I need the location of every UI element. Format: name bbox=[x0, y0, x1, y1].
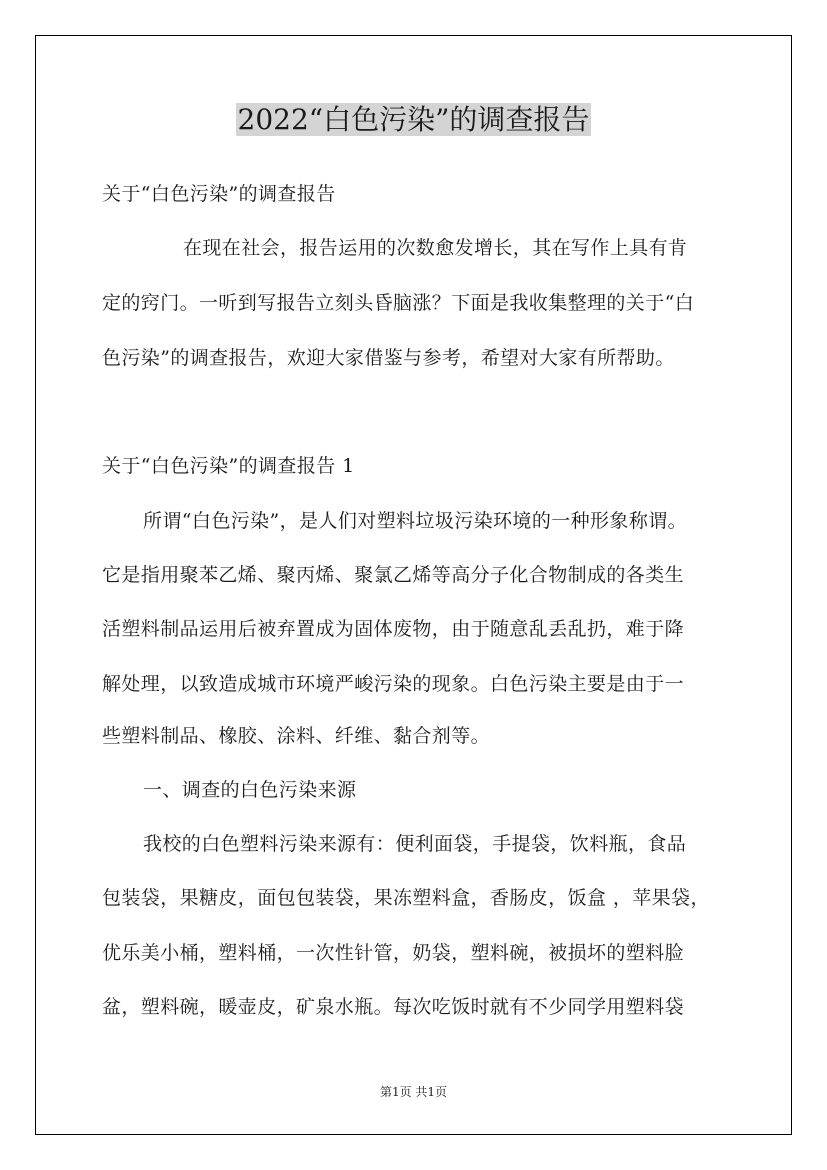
body-paragraph-line: 优乐美小桶，塑料桶，一次性针管，奶袋，塑料碗，被损坏的塑料脸 bbox=[102, 942, 685, 964]
intro-paragraph-line: 在现在社会，报告运用的次数愈发增长，其在写作上具有肯 bbox=[183, 237, 688, 259]
body-paragraph-line: 盆，塑料碗，暖壶皮，矿泉水瓶。每次吃饭时就有不少同学用塑料袋 bbox=[102, 996, 685, 1018]
intro-paragraph-line: 色污染”的调查报告，欢迎大家借鉴与参考，希望对大家有所帮助。 bbox=[102, 347, 675, 369]
body-paragraph-line: 它是指用聚苯乙烯、聚丙烯、聚氯乙烯等高分子化合物制成的各类生 bbox=[102, 564, 685, 586]
subtitle-line: 关于“白色污染”的调查报告 bbox=[102, 183, 336, 205]
intro-paragraph-line: 定的窍门。一听到写报告立刻头昏脑涨？下面是我收集整理的关于“白 bbox=[102, 292, 695, 314]
document-title-text: 2022“白色污染”的调查报告 bbox=[237, 103, 590, 136]
body-paragraph-line: 些塑料制品、橡胶、涂料、纤维、黏合剂等。 bbox=[102, 725, 491, 747]
body-paragraph-line: 包装袋，果糖皮，面包包装袋，果冻塑料盒，香肠皮，饭盒 ，苹果袋， bbox=[102, 887, 710, 909]
body-paragraph-line: 解处理，以致造成城市环境严峻污染的现象。白色污染主要是由于一 bbox=[102, 673, 685, 695]
body-paragraph-line: 活塑料制品运用后被弃置成为固体废物，由于随意乱丢乱扔，难于降 bbox=[102, 618, 685, 640]
section-heading: 关于“白色污染”的调查报告 1 bbox=[102, 455, 355, 477]
page-footer: 第1页 共1页 bbox=[379, 1085, 448, 1099]
body-paragraph-line: 我校的白色塑料污染来源有：便利面袋，手提袋，饮料瓶，食品 bbox=[143, 833, 687, 855]
subsection-heading: 一、调查的白色污染来源 bbox=[143, 779, 357, 801]
document-title bbox=[0, 98, 827, 142]
body-paragraph-line: 所谓“白色污染”，是人们对塑料垃圾污染环境的一种形象称谓。 bbox=[143, 510, 688, 532]
